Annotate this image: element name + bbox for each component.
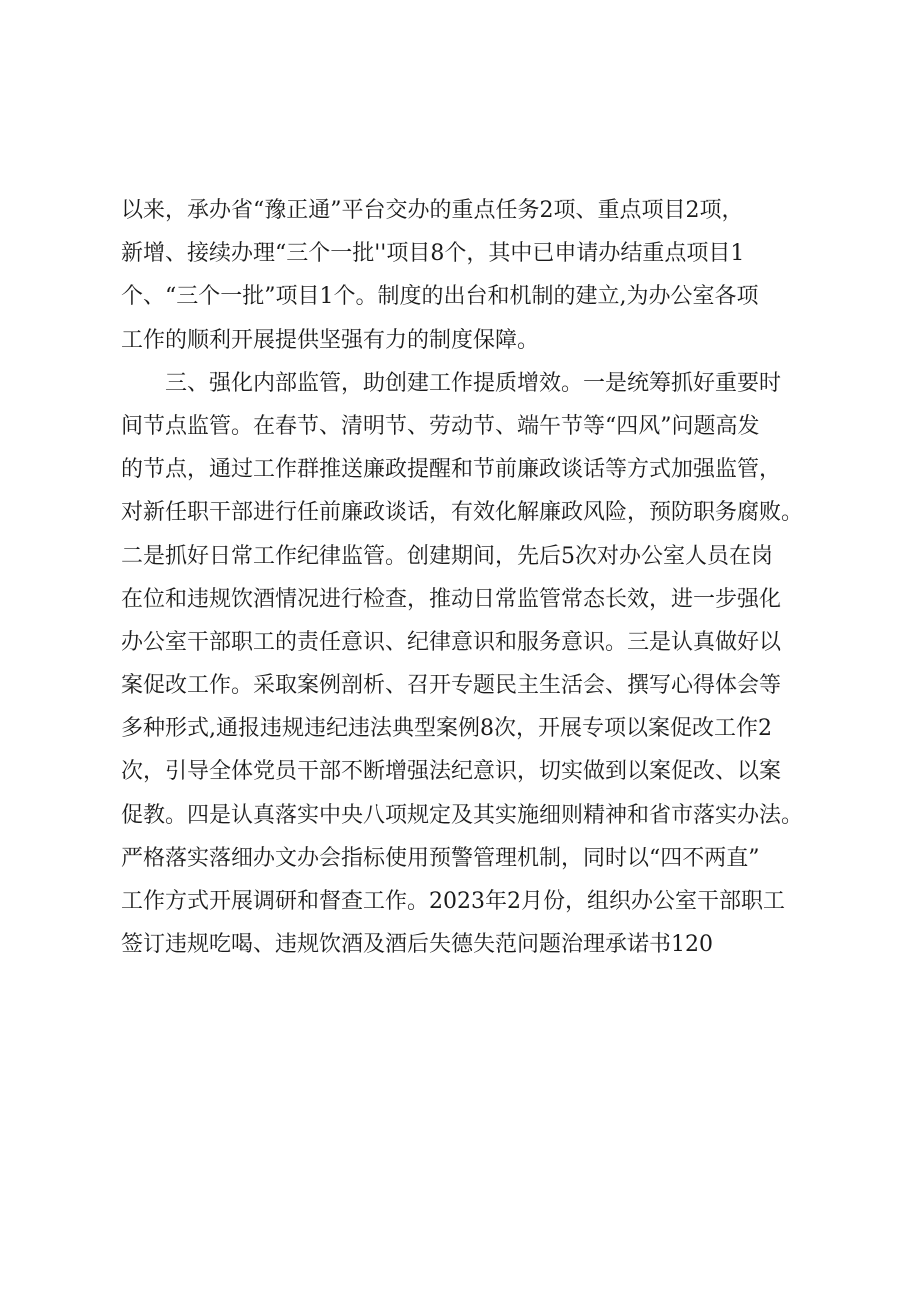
text-line: 以来，承办省“豫正通”平台交办的重点任务2项、重点项目2项， [121,198,744,223]
text-line: 个、“三个一批”项目1个。制度的出台和机制的建立,为办公室各项 [121,284,759,310]
text-line: 办公室干部职工的责任意识、纪律意识和服务意识。三是认真做好以 [121,629,782,655]
text-line: 对新任职干部进行任前廉政谈话，有效化解廉政风险，预防职务腐败。 [121,500,804,526]
text-line: 二是抓好日常工作纪律监管。创建期间，先后5次对办公室人员在岗 [121,543,773,569]
text-line: 次，引导全体党员干部不断增强法纪意识，切实做到以案促改、以案 [121,759,782,785]
text-line: 多种形式,通报违规违纪违法典型案例8次，开展专项以案促改工作2 [121,716,772,742]
text-line: 工作的顺利开展提供坚强有力的制度保障。 [121,327,540,353]
text-line: 在位和违规饮酒情况进行检查，推动日常监管常态长效，进一步强化 [121,586,782,612]
text-line: 案促改工作。采取案例剖析、召开专题民主生活会、撰写心得体会等 [121,673,782,699]
text-line: 的节点，通过工作群推送廉政提醒和节前廉政谈话等方式加强监管， [121,457,782,483]
section-heading-line: 三、强化内部监管，助创建工作提质增效。一是统筹抓好重要时 [121,370,782,396]
text-line: 工作方式开展调研和督查工作。2023年2月份，组织办公室干部职工 [121,889,785,914]
text-line: 间节点监管。在春节、清明节、劳动节、端午节等“四风”问题高发 [121,413,760,439]
text-line: 新增、接续办理“三个一批''项目8个，其中已申请办结重点项目1 [121,241,745,267]
text-line: 促教。四是认真落实中央八项规定及其实施细则精神和省市落实办法。 [121,802,804,828]
body-text [121,189,841,966]
text-line: 签订违规吃喝、违规饮酒及酒后失德失范问题治理承诺书120 [121,932,713,958]
text-line: 严格落实落细办文办会指标使用预警管理机制，同时以“四不两直” [121,845,760,871]
